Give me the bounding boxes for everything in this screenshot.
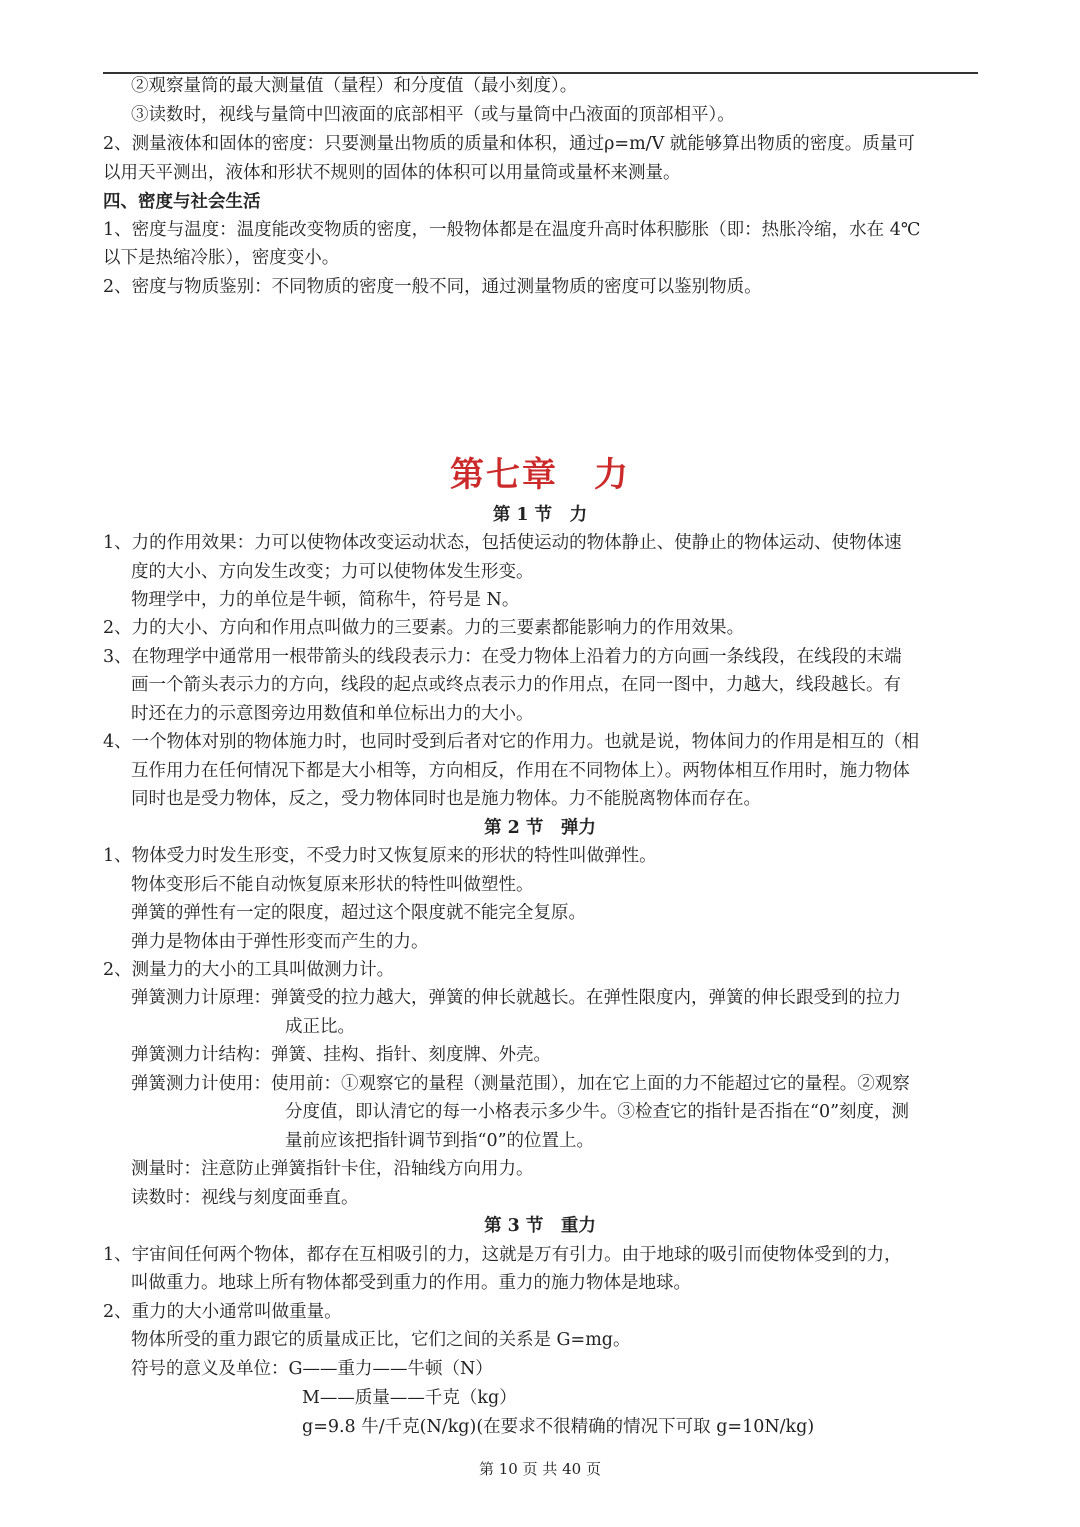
chapter-title: 第七章 力	[450, 455, 630, 495]
text-line: 度的大小、方向发生改变；力可以使物体发生形变。	[131, 562, 534, 582]
text-line: 分度值，即认清它的每一小格表示多少牛。③检查它的指针是否指在“0”刻度，测	[285, 1102, 910, 1122]
text-line: 1、力的作用效果：力可以使物体改变运动状态，包括使运动的物体静止、使静止的物体运动、使物体速	[103, 533, 902, 553]
text-line: 2、测量液体和固体的密度：只要测量出物质的质量和体积，通过ρ=m/V 就能够算出物质的密度。质量可	[103, 134, 915, 154]
text-line: 时还在力的示意图旁边用数值和单位标出力的大小。	[131, 704, 534, 724]
text-line: 符号的意义及单位：G——重力——牛顿（N）	[131, 1359, 493, 1379]
section-title: 第 3 节 重力	[484, 1216, 596, 1236]
text-line: 互作用力在任何情况下都是大小相等，方向相反，作用在不同物体上）。两物体相互作用时，施力物体	[131, 761, 910, 781]
text-line: 同时也是受力物体，反之，受力物体同时也是施力物体。力不能脱离物体而存在。	[131, 789, 761, 809]
text-line: 量前应该把指针调节到指“0”的位置上。	[285, 1131, 595, 1151]
text-line: 2、力的大小、方向和作用点叫做力的三要素。力的三要素都能影响力的作用效果。	[103, 618, 745, 638]
text-line: 以下是热缩冷胀），密度变小。	[103, 248, 340, 268]
text-line: 弹力是物体由于弹性形变而产生的力。	[131, 932, 429, 952]
text-line: 测量时：注意防止弹簧指针卡住，沿轴线方向用力。	[131, 1159, 534, 1179]
text-line: g=9.8 牛/千克(N/kg)(在要求不很精确的情况下可取 g=10N/kg)	[302, 1417, 815, 1437]
text-line: 弹簧测力计使用：使用前：①观察它的量程（测量范围），加在它上面的力不能超过它的量程。②观察	[131, 1074, 910, 1094]
text-line: ③读数时，视线与量筒中凹液面的底部相平（或与量筒中凸液面的顶部相平）。	[131, 105, 735, 125]
section-heading: 四、密度与社会生活	[103, 192, 261, 212]
text-line: 2、重力的大小通常叫做重量。	[103, 1302, 342, 1322]
text-line: M——质量——千克（kg）	[302, 1388, 517, 1408]
text-line: 4、一个物体对别的物体施力时，也同时受到后者对它的作用力。也就是说，物体间力的作用是相互的（相	[103, 732, 920, 752]
section-title: 第 1 节 力	[492, 505, 588, 525]
text-line: ②观察量筒的最大测量值（量程）和分度值（最小刻度）。	[131, 76, 578, 96]
text-line: 2、密度与物质鉴别：不同物质的密度一般不同，通过测量物质的密度可以鉴别物质。	[103, 277, 762, 297]
text-line: 物理学中，力的单位是牛顿，简称牛，符号是 N。	[131, 590, 520, 610]
text-line: 成正比。	[285, 1017, 355, 1037]
text-line: 1、密度与温度：温度能改变物质的密度，一般物体都是在温度升高时体积膨胀（即：热胀冷缩，水在 4℃	[103, 220, 921, 240]
text-line: 2、测量力的大小的工具叫做测力计。	[103, 960, 395, 980]
text-line: 弹簧的弹性有一定的限度，超过这个限度就不能完全复原。	[131, 903, 586, 923]
text-line: 以用天平测出，液体和形状不规则的固体的体积可以用量筒或量杯来测量。	[103, 163, 681, 183]
text-line: 物体变形后不能自动恢复原来形状的特性叫做塑性。	[131, 875, 534, 895]
section-title: 第 2 节 弹力	[484, 818, 596, 838]
text-line: 1、物体受力时发生形变，不受力时又恢复原来的形状的特性叫做弹性。	[103, 846, 657, 866]
text-line: 读数时：视线与刻度面垂直。	[131, 1188, 359, 1208]
text-line: 物体所受的重力跟它的质量成正比，它们之间的关系是 G=mg。	[131, 1330, 631, 1350]
text-line: 弹簧测力计结构：弹簧、挂构、指针、刻度牌、外壳。	[131, 1045, 551, 1065]
text-line: 叫做重力。地球上所有物体都受到重力的作用。重力的施力物体是地球。	[131, 1273, 691, 1293]
text-line: 画一个箭头表示力的方向，线段的起点或终点表示力的作用点，在同一图中，力越大，线段越长。有	[131, 675, 901, 695]
text-line: 3、在物理学中通常用一根带箭头的线段表示力：在受力物体上沿着力的方向画一条线段，在线段的末端	[103, 647, 902, 667]
text-line: 弹簧测力计原理：弹簧受的拉力越大，弹簧的伸长就越长。在弹性限度内，弹簧的伸长跟受到的拉力	[131, 988, 901, 1008]
text-line: 1、宇宙间任何两个物体，都存在互相吸引的力，这就是万有引力。由于地球的吸引而使物体受到的力，	[103, 1245, 902, 1265]
page-footer: 第 10 页 共 40 页	[478, 1460, 601, 1478]
